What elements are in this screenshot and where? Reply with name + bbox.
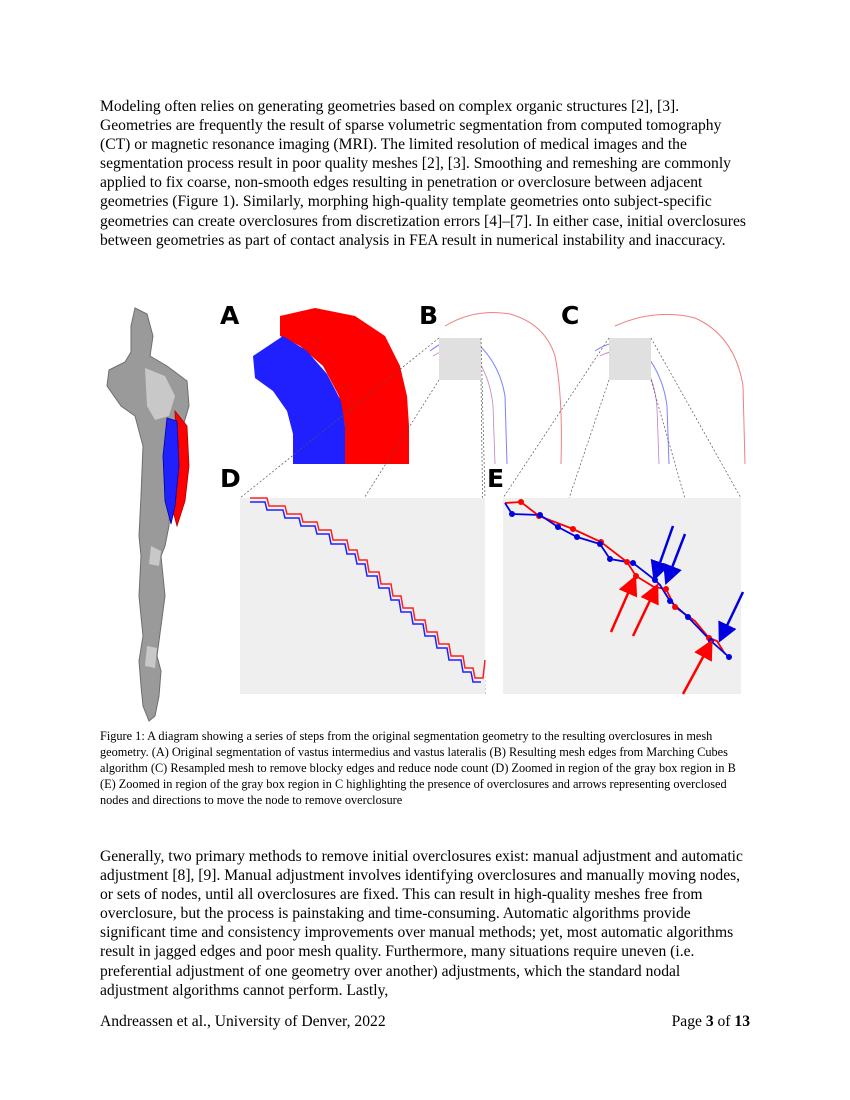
panel-c-resampled-mesh bbox=[595, 314, 745, 464]
figure-caption: Figure 1: A diagram showing a series of steps from the original segmentation geometry to the resulting overclosures in mesh geometry. (A) Original segmentation of vastus intermedius and vastus lateralis (B) Resulting mesh edges from Marching Cubes algorithm (C) Resampled mesh to remove blocky edges and reduce node count (D) Zoomed in region of the gray box region in B (E) Zoomed in region of the gray box region in C highlighting the presence of overclosures and arrows representing overclosed nodes and directions to move the node to remove overclosure bbox=[100, 729, 736, 808]
body-paragraph-2: Generally, two primary methods to remove initial overclosures exist: manual adjustment and automatic adjustment [8], [9]. Manual adjustment involves identifying overclosures and manually moving nodes, or sets of nodes, until all overclosures are fixed. This can result in high-quality meshes free from overclosure, but the process is painstaking and time-consuming. Automatic algorithms provide significant time and consistency improvements over manual methods; yet, most automatic algorithms result in jagged edges and poor mesh quality. Furthermore, many situations require uneven (i.e. preferential adjustment of one geometry over another) adjustments, which the standard nodal adjustment algorithms cannot perform. Lastly, bbox=[100, 848, 743, 999]
panel-label-d: D bbox=[220, 464, 241, 493]
panel-label-a: A bbox=[220, 301, 240, 330]
figure-1-graphic bbox=[95, 296, 755, 726]
panel-b-mesh-edges bbox=[430, 313, 561, 465]
panel-b-zoom-box bbox=[439, 338, 481, 380]
panel-label-e: E bbox=[487, 464, 505, 493]
leg-model bbox=[107, 308, 189, 721]
page-prefix: Page bbox=[671, 1013, 706, 1030]
panel-a-segmentation bbox=[253, 308, 409, 464]
page-total: 13 bbox=[734, 1013, 750, 1030]
panel-d-zoom bbox=[240, 498, 485, 694]
page-of: of bbox=[713, 1013, 735, 1030]
page-number: 3 bbox=[705, 1013, 714, 1030]
panel-label-c: C bbox=[561, 301, 580, 330]
panel-label-b: B bbox=[419, 301, 439, 330]
body-paragraph-1: Modeling often relies on generating geometries based on complex organic structures [2], [3]. Geometries are frequently the result of sparse volumetric segmentation from computed tomography (CT) or magnetic resonance imaging (MRI). The limited resolution of medical images and the segmentation process result in poor quality meshes [2], [3]. Smoothing and remeshing are commonly applied to fix coarse, non-smooth edges resulting in penetration or overclosure between adjacent geometries (Figure 1). Similarly, morphing high-quality template geometries onto subject-specific geometries can create overclosures from discretization errors [4]–[7]. In either case, initial overclosures between geometries as part of contact analysis in FEA result in numerical instability and inaccuracy. bbox=[100, 98, 746, 249]
footer-citation: Andreassen et al., University of Denver, 2022 bbox=[100, 1013, 386, 1030]
panel-c-zoom-box bbox=[609, 338, 651, 380]
footer-page-number bbox=[672, 1013, 750, 1031]
panel-e-zoom bbox=[503, 498, 743, 694]
figure-1 bbox=[95, 296, 755, 726]
